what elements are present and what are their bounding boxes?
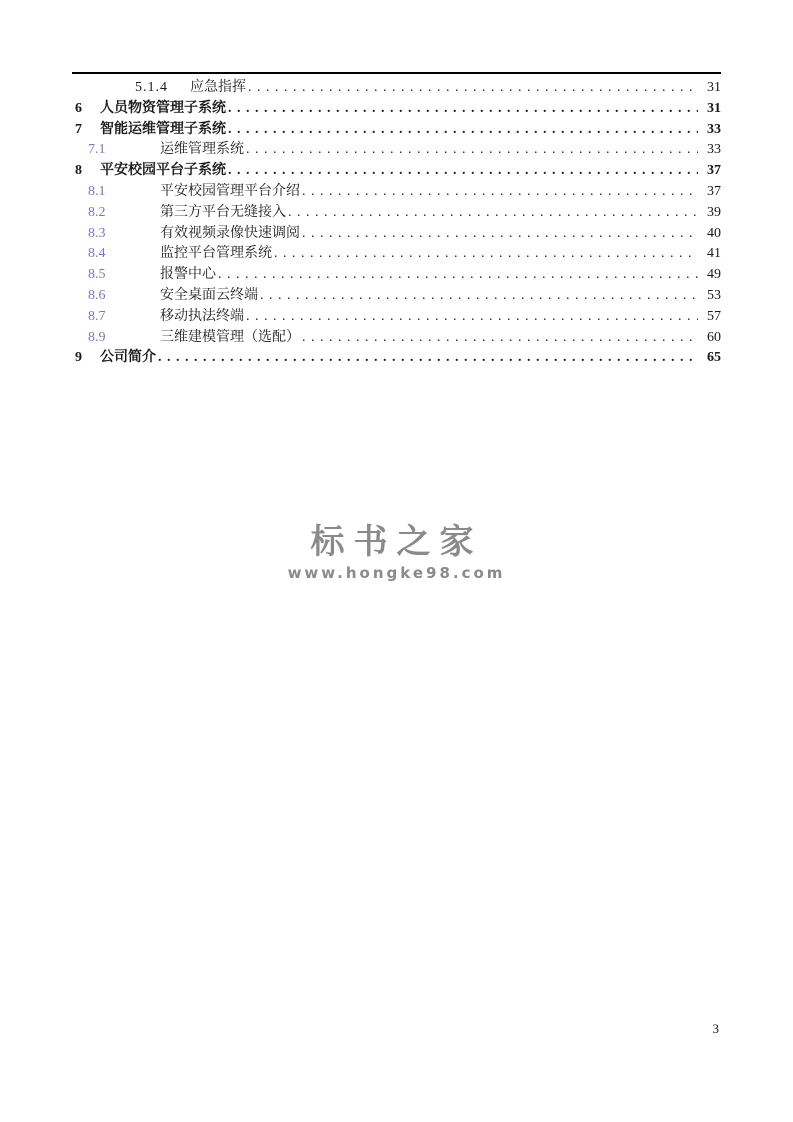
toc-entry-title: 报警中心	[160, 267, 216, 283]
toc-entry-page: 33	[707, 142, 721, 158]
toc-entry-page: 37	[707, 183, 721, 199]
watermark-url: www.hongke98.com	[287, 564, 506, 582]
toc-entry-number: 8.9	[88, 329, 106, 345]
dot-leader	[288, 203, 698, 224]
toc-entry-title: 人员物资管理子系统	[100, 100, 226, 116]
toc-entry-title: 有效视频录像快速调阅	[160, 225, 300, 241]
toc-entry[interactable]	[72, 328, 721, 349]
dot-leader	[248, 78, 698, 99]
watermark-brand: 标书之家	[310, 522, 483, 562]
toc-entry-number: 7	[75, 121, 82, 137]
header-rule	[72, 72, 721, 74]
dot-leader	[302, 328, 698, 349]
toc-entry-title: 运维管理系统	[160, 142, 244, 158]
dot-leader	[302, 224, 698, 245]
toc-entry-title: 平安校园平台子系统	[100, 163, 226, 179]
toc-entry-page: 57	[707, 308, 721, 324]
toc-entry[interactable]	[72, 244, 721, 265]
dot-leader	[302, 182, 698, 203]
toc-entry-number: 8.7	[88, 308, 106, 324]
dot-leader	[260, 286, 698, 307]
toc-entry-title: 公司简介	[100, 350, 156, 366]
toc-entry-page: 31	[707, 100, 721, 116]
toc-entry-number: 5.1.4	[135, 80, 168, 95]
toc-entry[interactable]	[72, 203, 721, 224]
toc-entry[interactable]	[72, 78, 721, 99]
toc-entry[interactable]	[72, 161, 721, 182]
toc-entry[interactable]	[72, 286, 721, 307]
toc-entry[interactable]	[72, 265, 721, 286]
toc-entry-page: 41	[707, 246, 721, 262]
toc-entry-number: 8.2	[88, 204, 106, 220]
toc-entry-number: 9	[75, 350, 82, 366]
dot-leader	[158, 348, 698, 369]
toc-entry-number: 8.1	[88, 183, 106, 199]
toc-entry-title: 平安校园管理平台介绍	[160, 183, 300, 199]
toc-entry-number: 8.3	[88, 225, 106, 241]
toc-entry-page: 65	[707, 350, 721, 366]
toc-entry-title: 移动执法终端	[160, 308, 244, 324]
table-of-contents	[72, 78, 721, 369]
toc-entry-number: 6	[75, 100, 82, 116]
toc-entry-title: 安全桌面云终端	[160, 287, 258, 303]
toc-entry[interactable]	[72, 224, 721, 245]
page-number: 3	[712, 1021, 719, 1036]
toc-entry-title: 智能运维管理子系统	[100, 121, 226, 137]
toc-entry-title: 监控平台管理系统	[160, 246, 272, 262]
dot-leader	[246, 140, 698, 161]
toc-entry-page: 39	[707, 204, 721, 220]
toc-entry-number: 8.5	[88, 267, 106, 283]
toc-entry[interactable]	[72, 120, 721, 141]
dot-leader	[218, 265, 698, 286]
toc-entry-page: 49	[707, 267, 721, 283]
watermark	[0, 524, 793, 582]
toc-entry[interactable]	[72, 307, 721, 328]
toc-entry[interactable]	[72, 182, 721, 203]
dot-leader	[246, 307, 698, 328]
dot-leader	[228, 99, 698, 120]
dot-leader	[274, 244, 698, 265]
toc-entry-page: 31	[707, 80, 721, 95]
dot-leader	[228, 161, 698, 182]
toc-entry[interactable]	[72, 99, 721, 120]
toc-entry-title: 第三方平台无缝接入	[160, 204, 286, 220]
toc-entry-title: 三维建模管理（选配）	[160, 329, 300, 345]
toc-entry-page: 53	[707, 287, 721, 303]
toc-entry[interactable]	[72, 140, 721, 161]
toc-entry-number: 7.1	[88, 142, 106, 158]
toc-entry[interactable]	[72, 348, 721, 369]
toc-entry-number: 8	[75, 163, 82, 179]
dot-leader	[228, 120, 698, 141]
toc-entry-number: 8.6	[88, 287, 106, 303]
toc-entry-page: 40	[707, 225, 721, 241]
toc-entry-page: 33	[707, 121, 721, 137]
toc-entry-page: 60	[707, 329, 721, 345]
toc-entry-number: 8.4	[88, 246, 106, 262]
toc-entry-page: 37	[707, 163, 721, 179]
toc-entry-title: 应急指挥	[190, 80, 246, 95]
